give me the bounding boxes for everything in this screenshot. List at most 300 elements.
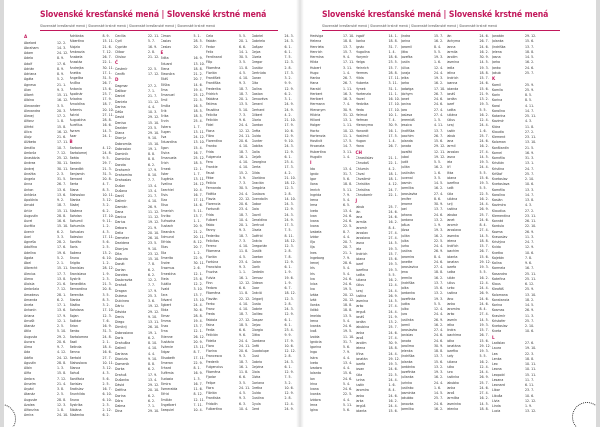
name-text: Berta	[69, 182, 79, 187]
name-day-date: 15. 6.	[479, 254, 489, 259]
name-entry	[70, 134, 115, 139]
name-text: Anastázia	[24, 156, 40, 161]
name-day-date: 20. 7.	[343, 245, 353, 250]
name-text: Erik	[160, 108, 167, 113]
name-text: Ivan	[310, 213, 317, 218]
name-text: Blahoslava	[69, 360, 87, 365]
name-day-date: 21. 10.	[284, 175, 296, 180]
name-text: Janko	[446, 301, 456, 306]
name-text: Juro	[446, 370, 453, 374]
name-text: Gioia	[251, 370, 260, 374]
name-day-date: 16. 9.	[193, 56, 203, 61]
name-text: Angelika	[69, 76, 84, 80]
name-text: Blahoslav	[69, 192, 85, 197]
name-text: Božena	[69, 250, 82, 255]
name-text: Hostivít	[310, 139, 323, 143]
name-text: Evald	[160, 287, 170, 292]
name-text: Guldo	[251, 391, 261, 395]
name-day-date: 17. 11.	[388, 76, 400, 80]
name-day-date: 13. 7.	[434, 128, 444, 133]
name-text: Jozef	[355, 262, 364, 267]
name-day-date: 20. 6.	[239, 202, 249, 206]
name-day-date: 25. 7.	[525, 318, 535, 323]
name-day-date: 16. 6.	[57, 219, 67, 224]
name-text: Ivonka	[310, 392, 321, 397]
name-day-date: 2. 10.	[525, 324, 535, 329]
name-day-date: 8. 4.	[434, 44, 442, 49]
name-day-date: 6. 2.	[57, 297, 65, 302]
name-day-date: 1. 2.	[102, 224, 110, 229]
name-day-date: 12. 4.	[388, 283, 398, 288]
name-day-date: 18. 5.	[193, 114, 203, 119]
name-day-date: 15. 11.	[57, 266, 69, 271]
name-day-date: 24. 3.	[284, 307, 294, 311]
name-day-date: 11. 1.	[388, 91, 398, 96]
name-day-date: 14. 5.	[479, 60, 489, 65]
name-text: Čeněk	[115, 72, 126, 77]
name-text: Janka	[355, 330, 365, 335]
name-text: Felipe	[206, 380, 216, 385]
name-text: Jiří	[446, 165, 451, 170]
name-day-date: 12. 4.	[479, 364, 489, 369]
name-day-date: 14. 3.	[57, 45, 67, 50]
name-text: Júlia	[446, 191, 454, 196]
name-day-date: 24. 12.	[57, 51, 69, 56]
name-text: Kristýna	[492, 240, 506, 245]
name-text: Jáno	[446, 296, 454, 301]
name-day-date: 9. 10.	[148, 136, 158, 141]
name-text: Elisabeth	[160, 355, 176, 360]
name-text: Ivana	[310, 219, 319, 224]
name-day-date: 19. 3.	[434, 296, 444, 301]
name-day-date: 16. 12.	[57, 129, 69, 134]
name-text: Kvetka	[492, 250, 503, 255]
name-text: Jaroslavka	[401, 191, 418, 196]
name-text: Fedia	[206, 328, 215, 332]
name-text: Eufémia	[160, 371, 174, 376]
name-day-date: 13. 10.	[193, 61, 205, 66]
name-day-date: 14. 5.	[525, 55, 535, 59]
name-day-date: 23. 4.	[284, 160, 294, 164]
name-text: Jozefína	[355, 267, 369, 272]
name-text: Karin	[492, 93, 501, 98]
name-text: Irenej	[310, 261, 320, 266]
name-text: Karina	[492, 98, 503, 103]
name-text: Jaslava	[401, 112, 413, 117]
name-day-date: 26. 7.	[57, 182, 67, 187]
name-day-date: 23. 5.	[148, 241, 158, 246]
name-day-date: 4. 10.	[148, 199, 158, 204]
name-day-date: 11. 3.	[525, 313, 535, 318]
name-day-date: 24. 6.	[434, 401, 444, 406]
name-text: Heribert	[310, 97, 324, 101]
name-text: Janko	[355, 393, 365, 398]
name-text: Giorgio	[251, 328, 263, 332]
name-text: Eufrozína	[160, 219, 176, 224]
name-text: Libor	[492, 388, 500, 393]
name-text: Jasmina	[446, 60, 460, 65]
name-text: Chrudomír	[355, 192, 373, 197]
name-text: Bystríka	[69, 402, 83, 407]
name-text: Jindra	[446, 328, 456, 332]
name-text: Klára	[492, 124, 501, 129]
name-text: Juraj	[355, 288, 363, 293]
name-text: Felix	[206, 49, 214, 54]
name-day-date: 24. 7.	[525, 166, 535, 171]
name-day-date: 27. 4.	[479, 312, 489, 317]
name-text: Bohdana	[69, 308, 84, 313]
name-day-date: 21. 9.	[148, 225, 158, 230]
name-text: Gejza	[251, 49, 261, 54]
name-text: Ema	[160, 87, 168, 92]
name-day-date: 5. 1.	[193, 34, 201, 38]
name-text: Justina	[401, 249, 412, 254]
name-day-date: 19. 12.	[148, 220, 160, 225]
name-text: Izák	[310, 297, 317, 302]
name-text: Drahuška	[115, 341, 131, 346]
name-day-date: 8. 9.	[102, 34, 110, 38]
name-text: Gervaz	[251, 275, 263, 280]
name-text: Fortunát	[206, 207, 220, 212]
name-text: Erika	[160, 114, 169, 119]
name-text: Ariana	[24, 313, 35, 318]
name-text: Albertína	[69, 39, 84, 44]
name-text: Gabrie	[251, 307, 263, 311]
name-day-date: 4. 2.	[284, 112, 292, 117]
name-text: Fiora	[206, 385, 214, 390]
name-day-date: 16. 1.	[239, 154, 249, 159]
name-text: Alena	[24, 276, 34, 281]
name-text: Ján	[355, 209, 361, 214]
name-day-date: 1. 4.	[388, 139, 396, 143]
name-text: Ezra	[160, 292, 168, 297]
name-day-date: 30. 11.	[57, 166, 69, 171]
name-text: Ferenc	[206, 244, 217, 248]
name-text: Jasmín	[446, 317, 458, 322]
name-day-date: 1. 2.	[102, 261, 110, 266]
name-day-date: 9. 10.	[284, 139, 294, 143]
name-day-date: 16. 5.	[193, 103, 203, 108]
name-text: Jurij	[446, 202, 453, 206]
name-text: Henrieta	[310, 44, 324, 49]
name-text: Imra	[310, 402, 318, 407]
name-day-date: 2. 5.	[102, 245, 110, 250]
name-text: Bronislava	[69, 271, 87, 276]
name-day-date: 19. 6.	[284, 275, 294, 280]
name-text: Fero	[206, 160, 213, 164]
name-day-date: 10. 6.	[525, 393, 535, 398]
name-text: Engelbert	[160, 402, 176, 407]
name-day-date: 15. 10.	[148, 257, 160, 262]
name-day-date: 26. 7.	[479, 249, 489, 254]
name-entry	[492, 329, 537, 334]
name-text: Jaroslava	[355, 236, 370, 241]
name-text: Denisa	[115, 120, 126, 125]
name-day-date: 14. 1.	[388, 34, 398, 38]
name-day-date: 19. 4.	[193, 87, 203, 92]
name-text: Heinrich	[355, 65, 369, 70]
book-spread	[4, 0, 596, 427]
name-day-date: 18. 8.	[343, 182, 353, 187]
name-day-date: 22. 5.	[193, 98, 203, 103]
name-text: Eleonóra	[160, 72, 175, 77]
name-text: Bohumila	[69, 224, 85, 229]
name-text: Janet	[446, 217, 455, 222]
name-text: Bohumil	[69, 219, 83, 224]
name-text: Iris	[310, 271, 315, 276]
name-text: Chrastislav	[355, 156, 374, 161]
name-day-date: 27. 11.	[102, 112, 114, 117]
name-text: Izidora	[310, 397, 321, 402]
name-text: Justina	[446, 291, 458, 296]
name-text: Hortenzia	[355, 91, 371, 96]
name-day-date: 11. 1.	[343, 133, 353, 138]
name-day-date: 9. 10.	[148, 246, 158, 251]
name-text: Etienne	[160, 334, 173, 339]
name-text: Justína	[355, 293, 367, 298]
name-day-date: 21. 4.	[57, 381, 67, 386]
name-text: Jergúš	[355, 404, 366, 409]
name-text: Bonifácia	[69, 376, 85, 381]
name-day-date: 17. 11.	[193, 198, 205, 203]
name-text: Dana	[115, 209, 124, 214]
name-text: Jozefka	[446, 349, 458, 353]
name-day-date: 20. 9.	[193, 224, 203, 229]
name-text: Eliška	[160, 82, 170, 87]
name-text: Danica	[115, 215, 127, 220]
name-text: Jozefa	[355, 362, 366, 367]
name-text: Dušan	[115, 183, 126, 188]
name-text: Florián	[206, 70, 217, 75]
name-text: Gyula	[251, 401, 261, 406]
name-text: Jarina	[401, 39, 411, 44]
name-day-date: 7. 1.	[148, 89, 156, 94]
name-text: Jaroš	[446, 391, 455, 395]
name-text: Antonia	[69, 86, 82, 91]
name-entry	[70, 413, 115, 418]
name-day-date: 5. 5.	[479, 270, 487, 275]
name-text: Dalibor	[115, 89, 127, 94]
name-day-date: 21. 1.	[343, 250, 353, 255]
name-text: Dušanka	[115, 377, 129, 382]
name-day-date: 1. 11.	[343, 86, 353, 91]
name-day-date: 14. 6.	[193, 82, 203, 87]
name-day-date: 20. 7.	[193, 44, 203, 49]
name-text: Hana	[310, 81, 319, 86]
name-column	[206, 34, 251, 412]
name-text: Jelena	[492, 49, 502, 54]
name-day-date: 18. 5.	[193, 161, 203, 166]
name-text: Ingeborg	[310, 255, 325, 260]
name-day-date: 26. 7.	[479, 333, 489, 338]
name-text: Alexej	[24, 114, 34, 119]
name-day-date: 21. 9.	[479, 91, 489, 96]
name-text: Hroznata	[310, 144, 325, 149]
name-day-date: 4. 3.	[102, 371, 110, 376]
name-day-date: 8. 9.	[57, 56, 65, 61]
name-text: Česlav	[160, 44, 172, 49]
name-text: Dariana	[115, 351, 128, 356]
name-text: Hilda	[310, 60, 319, 65]
name-day-date: 28. 8.	[193, 313, 203, 318]
name-text: Fortúna	[206, 259, 219, 264]
name-text: Garik	[251, 265, 260, 269]
name-text: Huberta	[355, 81, 369, 86]
name-text: Klaudia	[492, 129, 504, 134]
name-text: Judit	[401, 160, 409, 164]
name-day-date: 4. 3.	[525, 203, 533, 208]
name-text: Edmund	[160, 234, 174, 239]
name-day-date: 18. 7.	[102, 102, 112, 107]
name-text: Georgína	[251, 160, 267, 164]
name-text: Kazimír	[492, 119, 504, 124]
name-text: Enzo	[160, 324, 169, 329]
name-text: Fiona	[206, 128, 215, 133]
name-day-date: 19. 3.	[479, 65, 489, 70]
name-day-date: 6. 1.	[284, 49, 292, 54]
name-text: Jermila	[401, 275, 412, 280]
name-day-date: 21. 3.	[102, 282, 112, 287]
name-text: Harald	[310, 86, 321, 91]
name-text: Diana	[115, 131, 125, 136]
name-day-date: 25. 3.	[148, 293, 158, 298]
name-text: Fedor	[206, 44, 215, 49]
name-text: Herbert	[310, 91, 323, 96]
name-day-date: 16. 2.	[434, 165, 444, 170]
name-text: Florián	[206, 254, 217, 259]
name-column	[356, 34, 401, 415]
name-day-date: 26. 7.	[102, 55, 112, 59]
name-day-date: 31. 5.	[102, 76, 112, 80]
name-day-date: 16. 2.	[434, 322, 444, 327]
name-day-date: 11. 12.	[148, 215, 160, 220]
name-day-date: 18. 6.	[388, 55, 398, 59]
name-text: Jurina	[355, 377, 365, 382]
name-day-date: 4. 10.	[239, 244, 249, 248]
name-day-date: 7. 7.	[148, 283, 156, 288]
name-day-date: 15. 4.	[193, 145, 203, 150]
name-text: Jarmilka	[446, 396, 460, 401]
name-text: Judita	[355, 272, 365, 277]
name-day-date: 24. 6.	[388, 367, 398, 372]
name-day-date: 24. 6.	[434, 102, 444, 107]
name-day-date: 6. 2.	[148, 367, 156, 372]
name-day-date: 8. 8.	[148, 157, 156, 162]
name-day-date: 2. 5.	[57, 392, 65, 397]
name-day-date: 22. 12.	[239, 196, 251, 201]
name-text: Evelína	[160, 182, 173, 187]
name-text: Jozafát	[401, 149, 412, 154]
name-day-date: 22. 10.	[525, 224, 537, 229]
name-text: Justinián	[401, 170, 415, 175]
name-day-date: 17. 11.	[343, 60, 355, 65]
name-text: Edgar	[160, 350, 170, 355]
name-day-date: 24. 4.	[388, 351, 398, 356]
name-text: Edita	[160, 56, 169, 61]
name-text: Julka	[401, 238, 409, 243]
name-day-date: 22. 9.	[193, 255, 203, 260]
name-day-date: 26. 7.	[343, 76, 353, 80]
name-day-date: 3. 6.	[148, 299, 156, 304]
name-text: Alojz	[24, 135, 32, 140]
name-text: Gejzík	[251, 154, 262, 159]
name-day-date: 15. 11.	[57, 208, 69, 213]
name-text: Benjamín	[69, 171, 85, 176]
name-day-date: 7. 5.	[284, 55, 292, 59]
name-text: Julius	[446, 280, 455, 285]
name-text: Hostimil	[355, 133, 369, 138]
name-day-date: 27. 4.	[434, 328, 444, 332]
name-day-date: 19. 3.	[434, 228, 444, 233]
name-day-date: 10. 4.	[239, 406, 249, 411]
name-text: David	[115, 115, 125, 120]
name-text: Doris	[115, 335, 124, 340]
name-day-date: 9. 5.	[102, 156, 110, 161]
name-text: Gust	[251, 354, 259, 359]
name-day-date: 25. 12.	[193, 156, 205, 161]
name-day-date: 24. 8.	[102, 150, 112, 155]
name-day-date: 9. 3.	[239, 265, 247, 269]
name-text: Christína	[355, 187, 370, 192]
name-text: Judy	[446, 354, 454, 359]
name-text: Axel	[24, 234, 31, 239]
name-text: Jakub	[492, 70, 501, 75]
name-text: Adam	[24, 51, 34, 56]
name-day-date: 13. 2.	[434, 217, 444, 222]
name-text: Gisela	[251, 228, 262, 233]
name-entry	[310, 408, 355, 413]
name-day-date: 1. 6.	[434, 60, 442, 65]
name-text: Juliana	[446, 359, 458, 364]
name-day-date: 10. 7.	[57, 145, 67, 150]
name-day-date: 31. 3.	[102, 171, 112, 176]
name-day-date: 17. 5.	[388, 133, 398, 138]
name-day-date: 4. 3.	[102, 229, 110, 234]
name-day-date: 7. 5.	[284, 228, 292, 233]
name-text: Debora	[115, 225, 127, 230]
name-day-date: 30. 11.	[57, 161, 69, 166]
name-day-date: 1. 9.	[284, 280, 292, 285]
name-day-date: 18. 8.	[479, 406, 489, 411]
name-day-date: 22. 9.	[193, 360, 203, 365]
name-text: Hugolína	[355, 49, 370, 54]
name-text: Galia	[251, 149, 260, 154]
name-text: Ambrozia	[69, 49, 85, 54]
name-day-date: 27. 4.	[388, 230, 398, 235]
name-day-date: 7. 12.	[57, 150, 67, 155]
name-text: Jolanta	[355, 409, 367, 414]
name-text: Kamil	[492, 82, 501, 87]
name-day-date: 1. 11.	[343, 123, 353, 128]
name-day-date: 24. 3.	[284, 39, 294, 44]
name-text: Gretka	[251, 385, 263, 390]
name-day-date: 25. 4.	[193, 119, 203, 124]
name-day-date: 10. 12.	[343, 128, 355, 133]
name-text: Fébe	[206, 175, 214, 180]
name-text: Abelard	[24, 40, 37, 45]
name-text: Dukesa	[115, 293, 127, 298]
name-day-date: 25. 12.	[57, 156, 69, 161]
name-day-date: 21. 1.	[57, 82, 67, 87]
name-day-date: 24. 6.	[434, 338, 444, 343]
name-day-date: 23. 5.	[148, 125, 158, 130]
name-day-date: 5. 10.	[239, 107, 249, 112]
name-day-date: 8. 9.	[57, 66, 65, 71]
name-day-date: 12. 4.	[479, 280, 489, 285]
name-day-date: 20. 6.	[239, 139, 249, 143]
name-day-date: 14. 5.	[479, 317, 489, 322]
name-text: Cecília	[115, 34, 126, 38]
